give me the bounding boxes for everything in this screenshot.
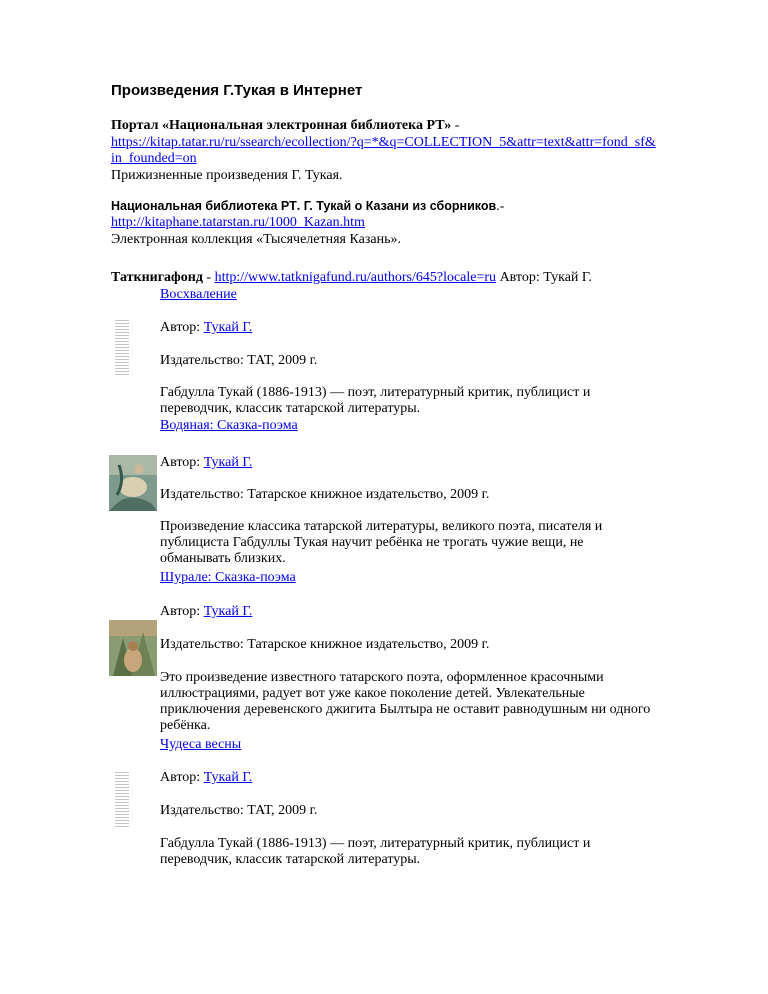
- portal-name: Портал «Национальная электронная библиотека РТ»: [111, 118, 452, 133]
- book-description-line: Это произведение известного татарского поэта, оформленное красочными: [160, 670, 604, 685]
- portal-separator: -: [451, 118, 460, 133]
- author-label: Автор:: [160, 320, 204, 335]
- book-cover-thumbnail[interactable]: [115, 318, 129, 376]
- book-author-line: [160, 604, 252, 620]
- book-author-line: [160, 770, 252, 786]
- book-publisher: Издательство: Татарское книжное издательство, 2009 г.: [160, 637, 490, 652]
- natlib-name: Национальная библиотека РТ: [111, 199, 297, 213]
- book-cover-illustration-icon: [109, 455, 157, 511]
- tatkniga-name: Таткнигафонд: [111, 270, 203, 285]
- book-title-link[interactable]: Водяная: Сказка-поэма: [160, 418, 298, 433]
- book-author-line: [160, 455, 252, 471]
- book-description-line: переводчик, классик татарской литературы.: [160, 401, 421, 416]
- book-description-line: приключения деревенского джигита Былтыра не оставит равнодушным ни одного: [160, 702, 651, 717]
- tatkniga-separator: -: [202, 270, 215, 285]
- natlib-heading-line: [111, 198, 504, 215]
- author-label: Автор:: [160, 604, 204, 619]
- tatkniga-link[interactable]: http://www.tatknigafund.ru/authors/645?locale=ru: [214, 270, 497, 285]
- tatkniga-author-note: Автор: Тукай Г.: [496, 270, 592, 285]
- book-description-line: переводчик, классик татарской литературы.: [160, 852, 421, 867]
- portal-link-line1[interactable]: https://kitap.tatar.ru/ru/ssearch/ecollection/?q=*&q=COLLECTION_5&attr=text&attr=fond_sf&: [111, 135, 656, 150]
- page-title: Произведения Г.Тукая в Интернет: [111, 82, 363, 99]
- book-cover-illustration-icon: [109, 620, 157, 676]
- author-link[interactable]: Тукай Г.: [203, 320, 253, 335]
- author-link[interactable]: Тукай Г.: [203, 604, 253, 619]
- natlib-separator: .-: [496, 199, 505, 214]
- book-cover-thumbnail[interactable]: [109, 455, 157, 511]
- book-cover-thumbnail[interactable]: [109, 620, 157, 676]
- portal-link-line2[interactable]: in_founded=on: [111, 151, 197, 166]
- book-title-link[interactable]: Чудеса весны: [160, 737, 242, 752]
- natlib-description: Электронная коллекция «Тысячелетняя Казань».: [111, 232, 401, 247]
- book-description-line: Габдулла Тукай (1886-1913) — поэт, литературный критик, публицист и: [160, 836, 591, 851]
- portal-heading-line: [111, 118, 459, 134]
- book-publisher: Издательство: Татарское книжное издательство, 2009 г.: [160, 487, 490, 502]
- book-description-line: Произведение классика татарской литературы, великого поэта, писателя и: [160, 519, 603, 534]
- portal-description: Прижизненные произведения Г. Тукая.: [111, 168, 343, 183]
- book-description-line: иллюстрациями, радует вот уже какое поколение детей. Увлекательные: [160, 686, 585, 701]
- book-description-line: публициста Габдуллы Тукая научит ребёнка не трогать чужие вещи, не: [160, 535, 584, 550]
- book-cover-thumbnail[interactable]: [115, 770, 129, 828]
- book-author-line: [160, 320, 252, 336]
- tatkniga-line: [111, 270, 592, 286]
- natlib-subtitle: Г. Тукай о Казани из сборников: [303, 199, 497, 213]
- author-link[interactable]: Тукай Г.: [203, 770, 253, 785]
- book-publisher: Издательство: ТАТ, 2009 г.: [160, 803, 318, 818]
- book-description-line: обманывать близких.: [160, 551, 286, 566]
- book-description-line: Габдулла Тукай (1886-1913) — поэт, литературный критик, публицист и: [160, 385, 591, 400]
- book-publisher: Издательство: ТАТ, 2009 г.: [160, 353, 318, 368]
- natlib-link[interactable]: http://kitaphane.tatarstan.ru/1000_Kazan.htm: [111, 215, 365, 230]
- author-label: Автор:: [160, 455, 204, 470]
- natlib-dot: .: [296, 199, 304, 214]
- author-link[interactable]: Тукай Г.: [203, 455, 253, 470]
- book-title-link[interactable]: Шурале: Сказка-поэма: [160, 570, 296, 585]
- book-description-line: ребёнка.: [160, 718, 211, 733]
- book-title-link[interactable]: Восхваление: [160, 287, 237, 302]
- author-label: Автор:: [160, 770, 204, 785]
